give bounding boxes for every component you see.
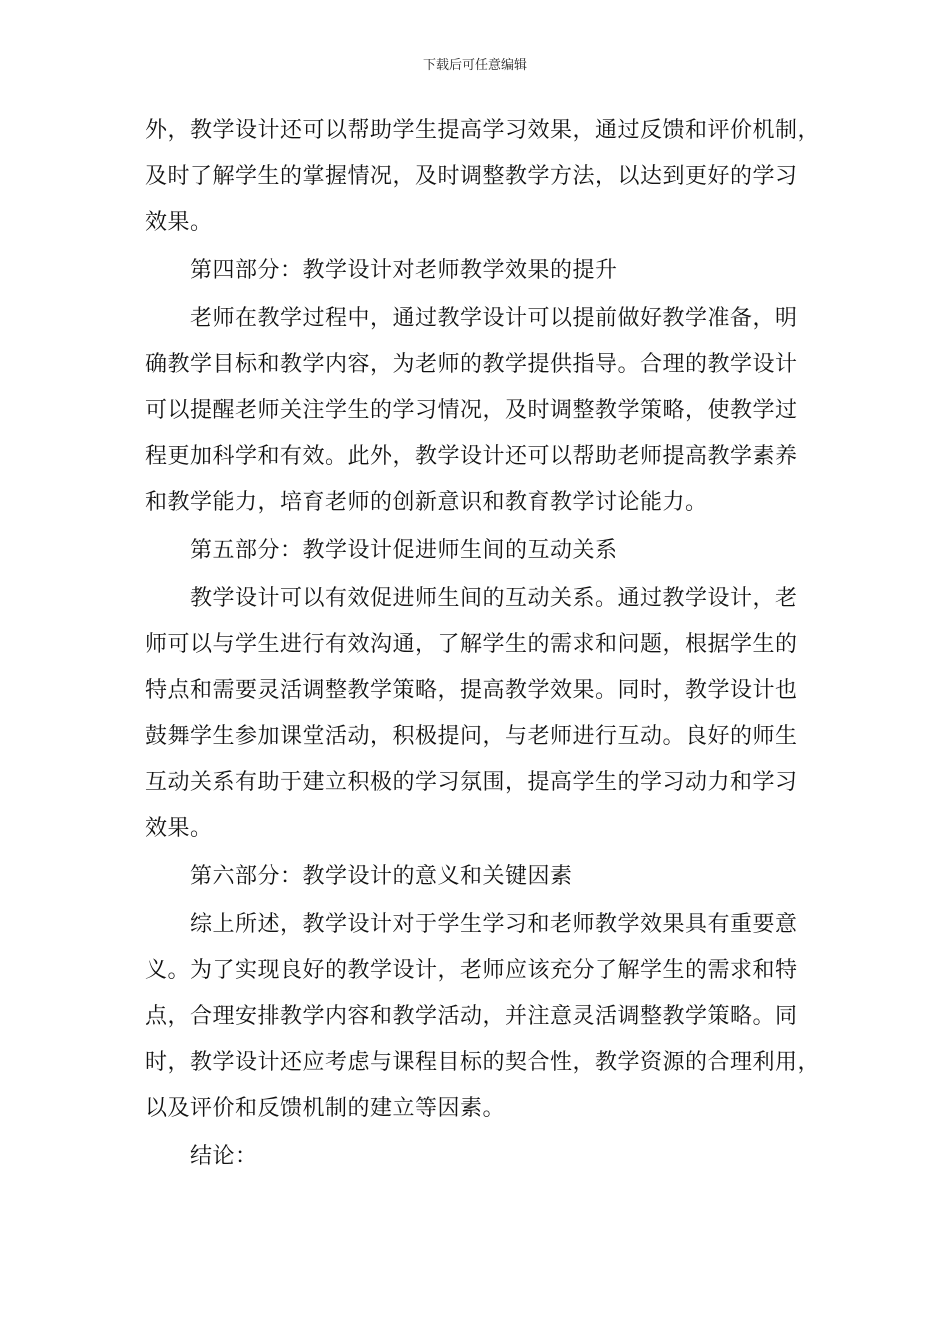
section-heading [145, 528, 807, 574]
paragraph-line: 点，合理安排教学内容和教学活动，并注意灵活调整教学策略。同 [145, 1004, 798, 1029]
heading-text: 结论： [190, 1144, 258, 1169]
heading-text: 第五部分：教学设计促进师生间的互动关系 [190, 538, 618, 563]
paragraph-line: 教学设计可以有效促进师生间的互动关系。通过教学设计，老 [190, 586, 798, 611]
paragraph-line: 以及评价和反馈机制的建立等因素。 [145, 1096, 506, 1121]
paragraph-line: 老师在教学过程中，通过教学设计可以提前做好教学准备，明 [190, 306, 798, 331]
paragraph-line: 确教学目标和教学内容，为老师的教学提供指导。合理的教学设计 [145, 352, 798, 377]
page-header-note: 下载后可任意编辑 [422, 58, 527, 73]
paragraph-line: 综上所述，教学设计对于学生学习和老师教学效果具有重要意 [190, 912, 798, 937]
body-paragraph [145, 108, 821, 246]
paragraph-line: 师可以与学生进行有效沟通，了解学生的需求和问题，根据学生的 [145, 632, 798, 657]
body-paragraph [145, 902, 821, 1132]
paragraph-line: 鼓舞学生参加课堂活动，积极提问，与老师进行互动。良好的师生 [145, 724, 798, 749]
section-heading [145, 854, 807, 900]
heading-text: 第六部分：教学设计的意义和关键因素 [190, 864, 573, 889]
document-body [145, 108, 821, 1180]
paragraph-line: 及时了解学生的掌握情况，及时调整教学方法，以达到更好的学习 [145, 164, 798, 189]
paragraph-line: 效果。 [145, 816, 213, 841]
body-paragraph [145, 576, 807, 852]
section-heading [145, 248, 807, 294]
paragraph-line: 互动关系有助于建立积极的学习氛围，提高学生的学习动力和学习 [145, 770, 798, 795]
paragraph-line: 外，教学设计还可以帮助学生提高学习效果，通过反馈和评价机制， [145, 118, 821, 143]
paragraph-line: 义。为了实现良好的教学设计，老师应该充分了解学生的需求和特 [145, 958, 798, 983]
paragraph-line: 程更加科学和有效。此外，教学设计还可以帮助老师提高教学素养 [145, 444, 798, 469]
paragraph-line: 和教学能力，培育老师的创新意识和教育教学讨论能力。 [145, 490, 708, 515]
body-paragraph [145, 296, 807, 526]
paragraph-line: 可以提醒老师关注学生的学习情况，及时调整教学策略，使教学过 [145, 398, 798, 423]
paragraph-line: 时，教学设计还应考虑与课程目标的契合性，教学资源的合理利用， [145, 1050, 821, 1075]
section-heading [145, 1134, 807, 1180]
paragraph-line: 效果。 [145, 210, 213, 235]
heading-text: 第四部分：教学设计对老师教学效果的提升 [190, 258, 618, 283]
paragraph-line: 特点和需要灵活调整教学策略，提高教学效果。同时，教学设计也 [145, 678, 798, 703]
